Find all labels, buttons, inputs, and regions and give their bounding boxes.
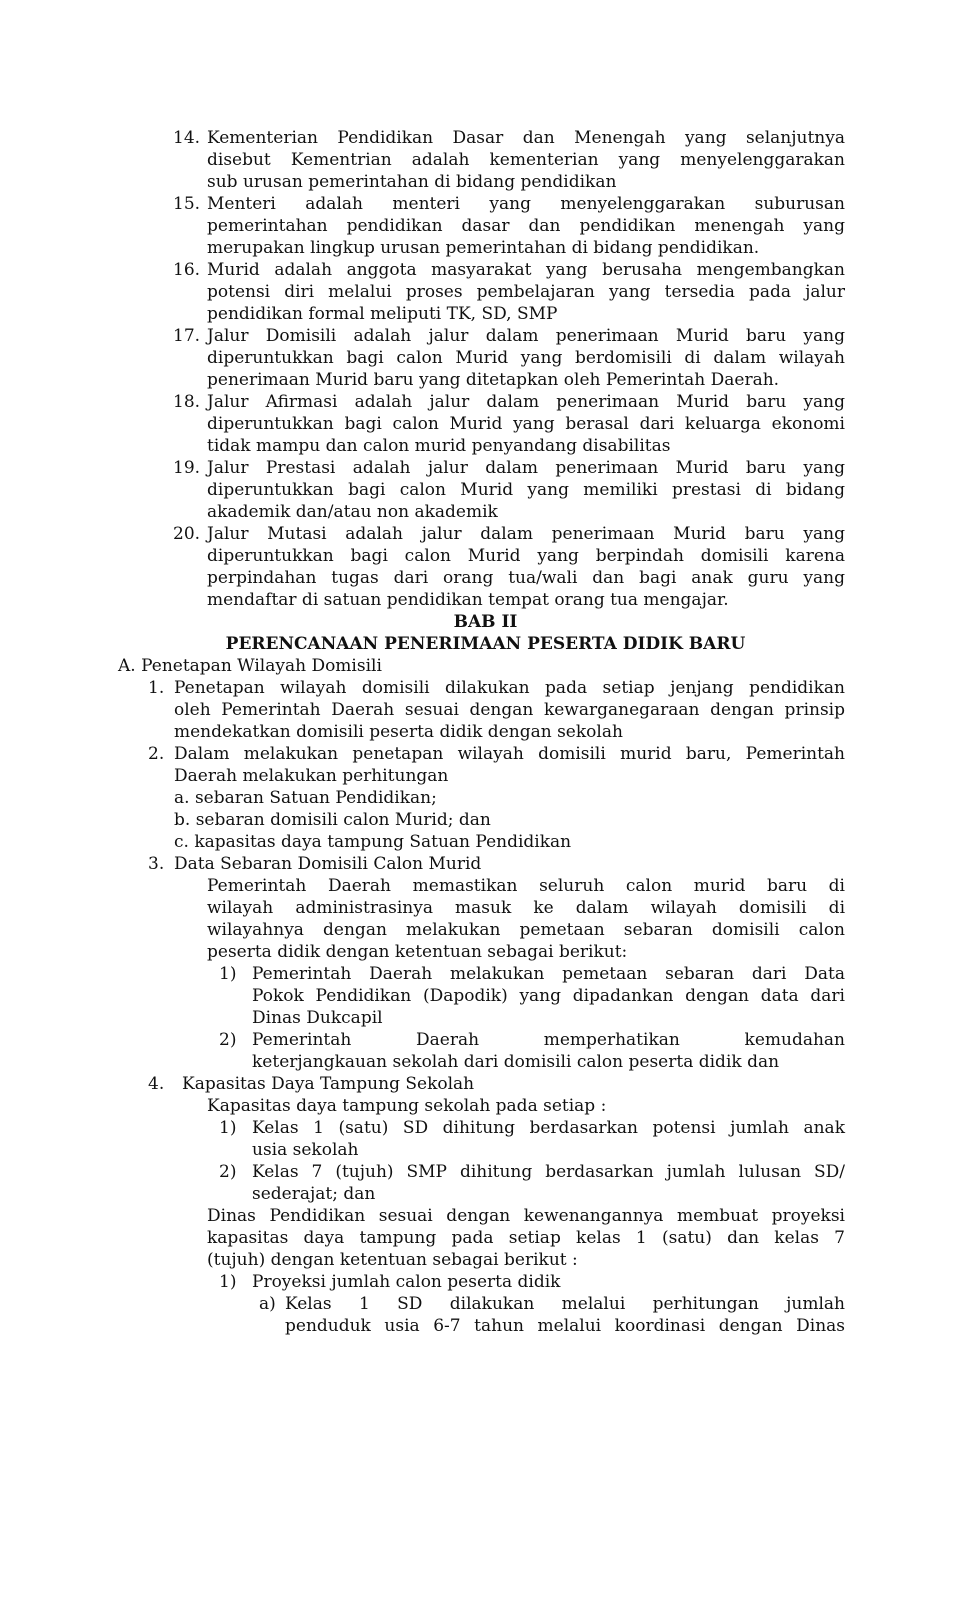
text-line: Jalur Mutasi adalah jalur dalam penerimaan Murid baru yang bbox=[207, 524, 845, 544]
text-line: disebut Kementrian adalah kementerian yang menyelenggarakan bbox=[207, 150, 845, 170]
item-number: 4. bbox=[148, 1074, 165, 1094]
text-line: diperuntukkan bagi calon Murid yang memiliki prestasi di bidang bbox=[207, 480, 845, 500]
point-number: 2) bbox=[219, 1162, 237, 1182]
projection-sub-point-a bbox=[259, 1293, 845, 1337]
item-4-point-2 bbox=[219, 1161, 845, 1205]
item-number: 3. bbox=[148, 854, 165, 874]
text-line: Pokok Pendidikan (Dapodik) yang dipadankan dengan data dari bbox=[252, 986, 845, 1006]
text-line: Menteri adalah menteri yang menyelenggarakan suburusan bbox=[207, 194, 845, 214]
text-line: diperuntukkan bagi calon Murid yang berasal dari keluarga ekonomi bbox=[207, 414, 845, 434]
text-line: tidak mampu dan calon murid penyandang disabilitas bbox=[207, 436, 671, 456]
text-line: Kementerian Pendidikan Dasar dan Menengah yang selanjutnya bbox=[207, 128, 845, 148]
text-line: perpindahan tugas dari orang tua/wali dan bagi anak guru yang bbox=[207, 568, 845, 588]
chapter-label: BAB II bbox=[453, 612, 518, 632]
point-number: 1) bbox=[219, 1118, 237, 1138]
text-line: usia sekolah bbox=[252, 1140, 359, 1160]
section-heading: A. Penetapan Wilayah Domisili bbox=[118, 656, 382, 676]
point-number: 1) bbox=[219, 1272, 237, 1292]
text-line: penerimaan Murid baru yang ditetapkan oleh Pemerintah Daerah. bbox=[207, 370, 780, 390]
text-line: oleh Pemerintah Daerah sesuai dengan kewarganegaraan dengan prinsip bbox=[174, 700, 845, 720]
definition-number: 18. bbox=[173, 392, 201, 412]
text-line: Dinas Pendidikan sesuai dengan kewenangannya membuat proyeksi bbox=[207, 1206, 845, 1226]
point-title: Proyeksi jumlah calon peserta didik bbox=[252, 1272, 561, 1292]
text-line: wilayah administrasinya masuk ke dalam wilayah domisili di bbox=[207, 898, 845, 918]
item-3-point-2 bbox=[219, 1029, 845, 1073]
text-line: wilayahnya dengan melakukan pemetaan sebaran domisili calon bbox=[207, 920, 845, 940]
sub-item: b. sebaran domisili calon Murid; dan bbox=[174, 810, 491, 830]
item-4-paragraph bbox=[207, 1205, 845, 1271]
text-line: Kelas 1 SD dilakukan melalui perhitungan jumlah bbox=[285, 1294, 845, 1314]
definition-19 bbox=[173, 457, 845, 523]
definition-number: 17. bbox=[173, 326, 201, 346]
text-line: diperuntukkan bagi calon Murid yang berpindah domisili karena bbox=[207, 546, 845, 566]
chapter-title: PERENCANAAN PENERIMAAN PESERTA DIDIK BARU bbox=[225, 634, 746, 654]
definition-15 bbox=[173, 193, 845, 259]
text-line: mendaftar di satuan pendidikan tempat orang tua mengajar. bbox=[207, 590, 729, 610]
section-item-1 bbox=[148, 677, 845, 743]
text-line: sederajat; dan bbox=[252, 1184, 376, 1204]
definition-20 bbox=[173, 523, 845, 611]
text-line: Daerah melakukan perhitungan bbox=[174, 766, 449, 786]
point-number: 1) bbox=[219, 964, 237, 984]
text-line: peserta didik dengan ketentuan sebagai berikut: bbox=[207, 942, 628, 962]
item-4-intro bbox=[207, 1095, 845, 1117]
section-item-3 bbox=[148, 853, 845, 875]
item-3-paragraph bbox=[207, 875, 845, 963]
text-line: Pemerintah Daerah melakukan pemetaan sebaran dari Data bbox=[252, 964, 845, 984]
document-body bbox=[0, 127, 971, 1337]
text-line: mendekatkan domisili peserta didik dengan sekolah bbox=[174, 722, 623, 742]
text-line: penduduk usia 6-7 tahun melalui koordinasi dengan Dinas bbox=[285, 1316, 845, 1336]
text-line: akademik dan/atau non akademik bbox=[207, 502, 498, 522]
text-line: Penetapan wilayah domisili dilakukan pada setiap jenjang pendidikan bbox=[174, 678, 845, 698]
text-line: diperuntukkan bagi calon Murid yang berdomisili di dalam wilayah bbox=[207, 348, 845, 368]
definition-number: 19. bbox=[173, 458, 201, 478]
text-line: kapasitas daya tampung pada setiap kelas 1 (satu) dan kelas 7 bbox=[207, 1228, 845, 1248]
text-line: pendidikan formal meliputi TK, SD, SMP bbox=[207, 304, 558, 324]
text-line: keterjangkauan sekolah dari domisili calon peserta didik dan bbox=[252, 1052, 780, 1072]
definition-18 bbox=[173, 391, 845, 457]
definition-14 bbox=[173, 127, 845, 193]
definition-17 bbox=[173, 325, 845, 391]
projection-point bbox=[219, 1271, 845, 1293]
item-number: 2. bbox=[148, 744, 165, 764]
definition-number: 14. bbox=[173, 128, 201, 148]
text-line: Dalam melakukan penetapan wilayah domisili murid baru, Pemerintah bbox=[174, 744, 845, 764]
sub-item: a. sebaran Satuan Pendidikan; bbox=[174, 788, 437, 808]
item-3-point-1 bbox=[219, 963, 845, 1029]
sub-item: c. kapasitas daya tampung Satuan Pendidikan bbox=[174, 832, 572, 852]
text-line: (tujuh) dengan ketentuan sebagai berikut : bbox=[207, 1250, 578, 1270]
text-line: Kapasitas daya tampung sekolah pada setiap : bbox=[207, 1096, 607, 1116]
text-line: sub urusan pemerintahan di bidang pendidikan bbox=[207, 172, 617, 192]
section-item-2 bbox=[148, 743, 845, 853]
definition-number: 16. bbox=[173, 260, 201, 280]
section-item-4 bbox=[148, 1073, 853, 1095]
text-line: merupakan lingkup urusan pemerintahan di bidang pendidikan. bbox=[207, 238, 760, 258]
item-number: 1. bbox=[148, 678, 165, 698]
text-line: pemerintahan pendidikan dasar dan pendidikan menengah yang bbox=[207, 216, 845, 236]
definition-number: 15. bbox=[173, 194, 201, 214]
item-4-point-1 bbox=[219, 1117, 845, 1161]
item-title: Kapasitas Daya Tampung Sekolah bbox=[182, 1074, 475, 1094]
text-line: Pemerintah Daerah memastikan seluruh calon murid baru di bbox=[207, 876, 845, 896]
text-line: Jalur Prestasi adalah jalur dalam penerimaan Murid baru yang bbox=[207, 458, 845, 478]
text-line: Dinas Dukcapil bbox=[252, 1008, 383, 1028]
text-line: Kelas 7 (tujuh) SMP dihitung berdasarkan jumlah lulusan SD/ bbox=[252, 1162, 845, 1182]
text-line: Kelas 1 (satu) SD dihitung berdasarkan potensi jumlah anak bbox=[252, 1118, 845, 1138]
sub-point-letter: a) bbox=[259, 1294, 276, 1314]
item-title: Data Sebaran Domisili Calon Murid bbox=[174, 854, 482, 874]
point-number: 2) bbox=[219, 1030, 237, 1050]
text-line: Jalur Afirmasi adalah jalur dalam penerimaan Murid baru yang bbox=[207, 392, 845, 412]
definition-number: 20. bbox=[173, 524, 201, 544]
text-line: Murid adalah anggota masyarakat yang berusaha mengembangkan bbox=[207, 260, 845, 280]
text-line: Pemerintah Daerah memperhatikan kemudahan bbox=[252, 1030, 845, 1050]
text-line: Jalur Domisili adalah jalur dalam penerimaan Murid baru yang bbox=[207, 326, 845, 346]
definition-16 bbox=[173, 259, 845, 325]
text-line: potensi diri melalui proses pembelajaran yang tersedia pada jalur bbox=[207, 282, 845, 302]
